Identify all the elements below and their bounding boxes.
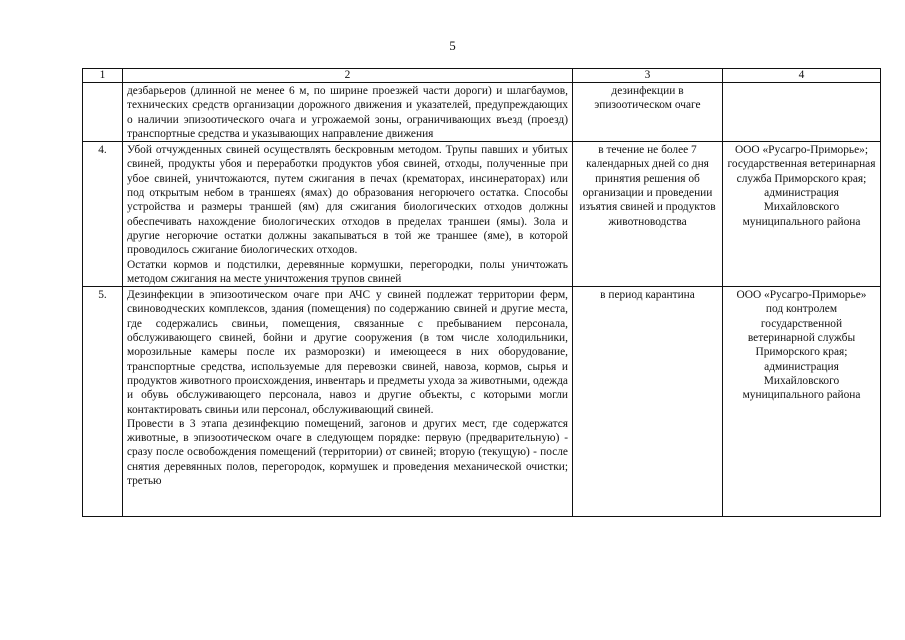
responsible-text [723, 83, 881, 142]
measure-cell [123, 287, 573, 517]
row-number [83, 83, 123, 142]
measure-text: дезбарьеров (длинной не менее 6 м, по ширине проезжей части дороги) и шлагбаумов, технических средств организации дорожного движения и указателей, предупреждающих о наличии эпизоотического очага и угрожаемой зоны, ограничивающих въезд (проезд) транспортные средства и указывающих направление движения [123, 83, 573, 142]
header-col-2: 2 [123, 69, 573, 83]
term-text: в течение не более 7 календарных дней со дня принятия решения об организации и проведении изъятия свиней и продуктов животноводства [573, 142, 723, 287]
measure-text: Дезинфекции в эпизоотическом очаге при АЧС у свиней подлежат территории ферм, свиноводческих комплексов, здания (помещения) по содержанию свиней и другие места, где содержались свиньи, помещения, связанные с пребыванием персонала, обслуживающего свиней, бойни и другие сооружения (в том числе холодильники, морозильные камеры после их разморозки) и имеющееся в них оборудование, транспортные средства, используемые для перевозки свиней, навоза, кормов, сырья и продуктов животного происхождения, инвентарь и предметы ухода за животными, одежда и обувь обслуживающего персонала, навоз и другие объекты, с которыми могли контактировать свиньи или персонал, обслуживающий свиней. [127, 289, 568, 416]
responsible-text: ООО «Русагро-Приморье»; государственная ветеринарная служба Приморского края; администрация Михайловского муниципального района [723, 142, 881, 287]
row-number: 5. [83, 287, 123, 517]
measure-text-2: Остатки кормов и подстилки, деревянные кормушки, перегородки, полы уничтожать методом сжигания на месте уничтожения трупов свиней [127, 258, 568, 285]
table-row [83, 142, 881, 287]
header-col-4: 4 [723, 69, 881, 83]
term-text: в период карантина [573, 287, 723, 517]
row-number: 4. [83, 142, 123, 287]
table-header-row [83, 69, 881, 83]
measure-cell [123, 142, 573, 287]
page-number: 5 [449, 38, 456, 53]
table-row [83, 287, 881, 517]
measure-text-2: Провести в 3 этапа дезинфекцию помещений, загонов и других мест, где содержатся животные, в эпизоотическом очаге в следующем порядке: первую (предварительную) - сразу после освобождения помещений (территории) от свиней; вторую (текущую) - после снятия деревянных полов, перегородок, кормушек и проведения механической очистки; третью [127, 417, 568, 488]
measures-table [82, 68, 881, 517]
measure-text: Убой отчужденных свиней осуществлять бескровным методом. Трупы павших и убитых свиней, продукты убоя и переработки продуктов убоя свиней, отходы, полученные при убое свиней, уничтожаются, путем сжигания в печах (крематорах, инсинераторах) или под открытым небом в траншеях (ямах) до образования негорючего остатка. Способы устройства и размеры траншей (ям) для сжигания биологических отходов должны обеспечивать нахождение биологических отходов в пределах траншеи (ямы). Зола и другие негорючие остатки должны закапываться в той же траншее (яме), в которой проводилось сжигание биологических отходов. [127, 144, 568, 257]
term-text: дезинфекции в эпизоотическом очаге [573, 83, 723, 142]
responsible-text: ООО «Русагро-Приморье» под контролем государственной ветеринарной службы Приморского края; администрация Михайловского муниципального района [723, 287, 881, 517]
header-col-3: 3 [573, 69, 723, 83]
table-row [83, 83, 881, 142]
header-col-1: 1 [83, 69, 123, 83]
